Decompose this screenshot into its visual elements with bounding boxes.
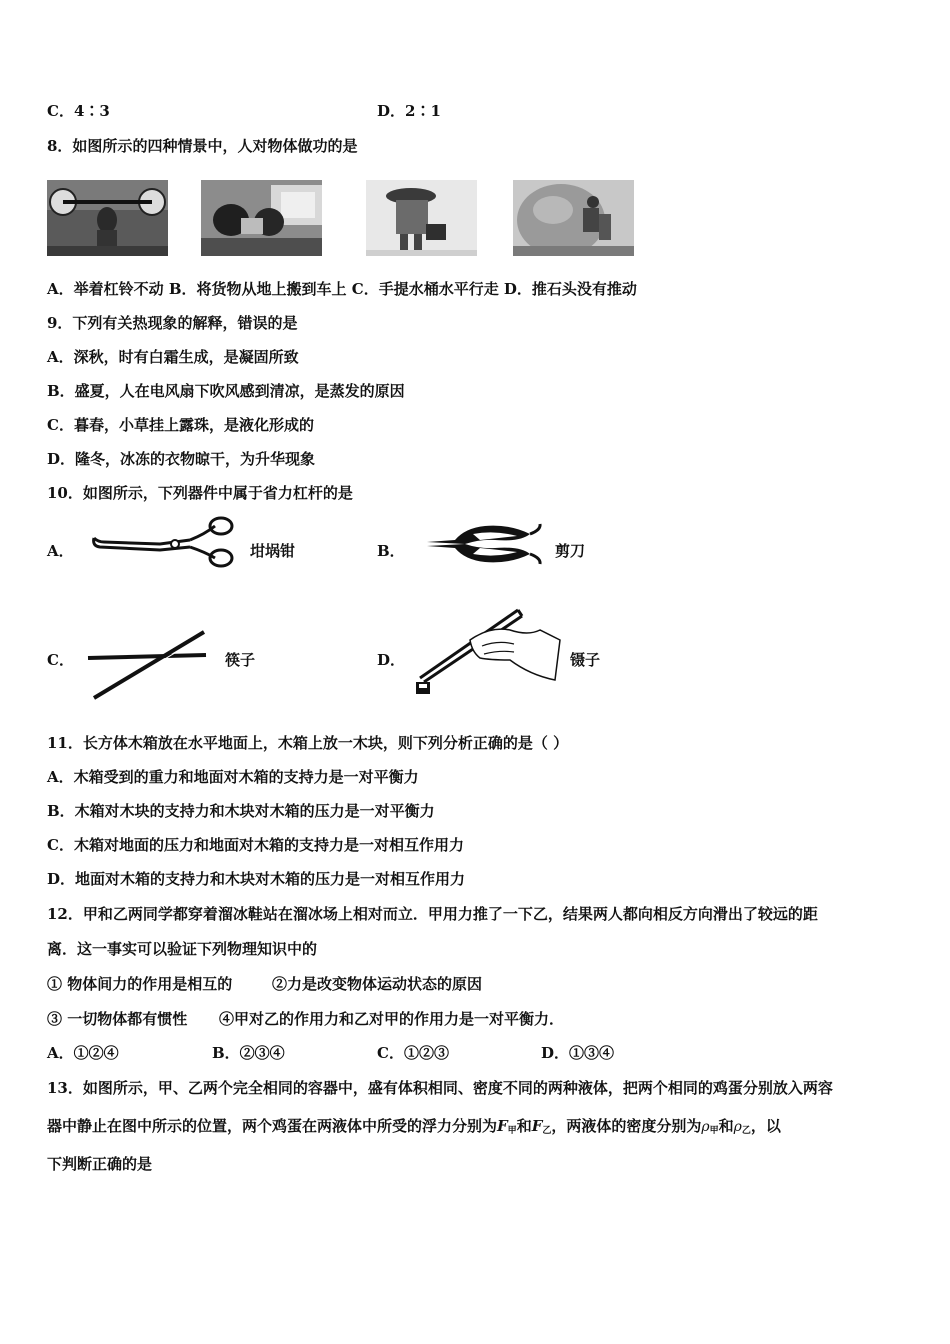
q10-option-a-letter: A． [47,542,74,560]
q13-force-symbol-jia: F [497,1117,508,1135]
q12-stem-line2: 离．这一事实可以验证下列物理知识中的 [47,940,318,958]
q11-option-b: B．木箱对木块的支持力和木块对木箱的压力是一对平衡力 [47,802,435,820]
q13-and-1: 和 [516,1117,532,1135]
q12-statement-3: ③ 一切物体都有惯性 [47,1010,188,1028]
q10-option-b-letter: B． [377,542,405,560]
scissors-image [425,520,545,568]
q11-option-d: D．地面对木箱的支持力和木块对木箱的压力是一对相互作用力 [47,870,466,888]
q13-line1: 13．如图所示，甲、乙两个完全相同的容器中，盛有体积相同、密度不同的两种液体，把两个相同的鸡蛋分别放入两容 [47,1079,833,1097]
q11-option-a: A．木箱受到的重力和地面对木箱的支持力是一对平衡力 [47,768,419,786]
q13-rho-jia: ρ [701,1119,710,1135]
photo-carrying-bucket [366,180,477,256]
crucible-tongs-image [90,516,235,568]
q9-option-b: B．盛夏，人在电风扇下吹风感到清凉，是蒸发的原因 [47,382,405,400]
q13-line2-text-c: ，以 [750,1117,781,1135]
q12-statement-1: ① 物体间力的作用是相互的 [47,975,233,993]
q13-force-symbol-yi: F [531,1117,543,1135]
q13-rho-sub-yi: 乙 [741,1126,751,1136]
q12-option-d: D．①③④ [541,1044,615,1062]
q9-option-c: C．暮春，小草挂上露珠，是液化形成的 [47,416,314,434]
q10-option-b-label: 剪刀 [555,542,586,560]
q13-line2 [47,1116,781,1141]
q8-stem: 8．如图所示的四种情景中，人对物体做功的是 [47,137,358,155]
q13-sub-jia: 甲 [507,1126,517,1136]
q12-statement-2: ②力是改变物体运动状态的原因 [272,975,483,993]
q10-option-d-letter: D． [377,651,406,669]
q12-option-c: C．①②③ [377,1044,449,1062]
photo-pushing-rock [513,180,634,256]
q12-option-b: B．②③④ [212,1044,285,1062]
q7-option-c: C．4∶3 [47,102,110,120]
photo-barbell [47,180,168,256]
q10-option-c-letter: C． [47,651,74,669]
q13-line2-text-a: 器中静止在图中所示的位置，两个鸡蛋在两液体中所受的浮力分别为 [47,1117,498,1135]
q13-and-2: 和 [718,1117,734,1135]
q12-option-a: A．①②④ [47,1044,119,1062]
q13-rho-yi: ρ [733,1119,742,1135]
tweezers-image [410,600,565,700]
q8-options: A．举着杠铃不动 B．将货物从地上搬到车上 C．手提水桶水平行走 D．推石头没有推动 [47,280,637,298]
chopsticks-image [86,628,211,703]
q9-option-d: D．隆冬，冰冻的衣物晾干，为升华现象 [47,450,316,468]
q13-line3: 下判断正确的是 [47,1155,153,1173]
q9-stem: 9．下列有关热现象的解释，错误的是 [47,314,298,332]
q9-option-a: A．深秋，时有白霜生成，是凝固所致 [47,348,299,366]
q10-option-d-label: 镊子 [570,651,601,669]
q13-line2-text-b: ，两液体的密度分别为 [551,1117,702,1135]
q10-stem: 10．如图所示，下列器件中属于省力杠杆的是 [47,484,353,502]
q12-stem-line1: 12．甲和乙两同学都穿着溜冰鞋站在溜冰场上相对而立．甲用力推了一下乙，结果两人都向相反方向滑出了较远的距 [47,905,818,923]
q10-option-a-label: 坩埚钳 [250,542,296,560]
q7-option-d: D．2∶1 [377,102,441,120]
q11-option-c: C．木箱对地面的压力和地面对木箱的支持力是一对相互作用力 [47,836,464,854]
q13-sub-yi: 乙 [542,1126,552,1136]
photo-moving-cargo [201,180,322,256]
q11-stem: 11．长方体木箱放在水平地面上，木箱上放一木块，则下列分析正确的是（ ） [47,734,569,752]
q12-statement-4: ④甲对乙的作用力和乙对甲的作用力是一对平衡力． [219,1010,565,1028]
q13-rho-sub-jia: 甲 [709,1126,719,1136]
q10-option-c-label: 筷子 [225,651,256,669]
